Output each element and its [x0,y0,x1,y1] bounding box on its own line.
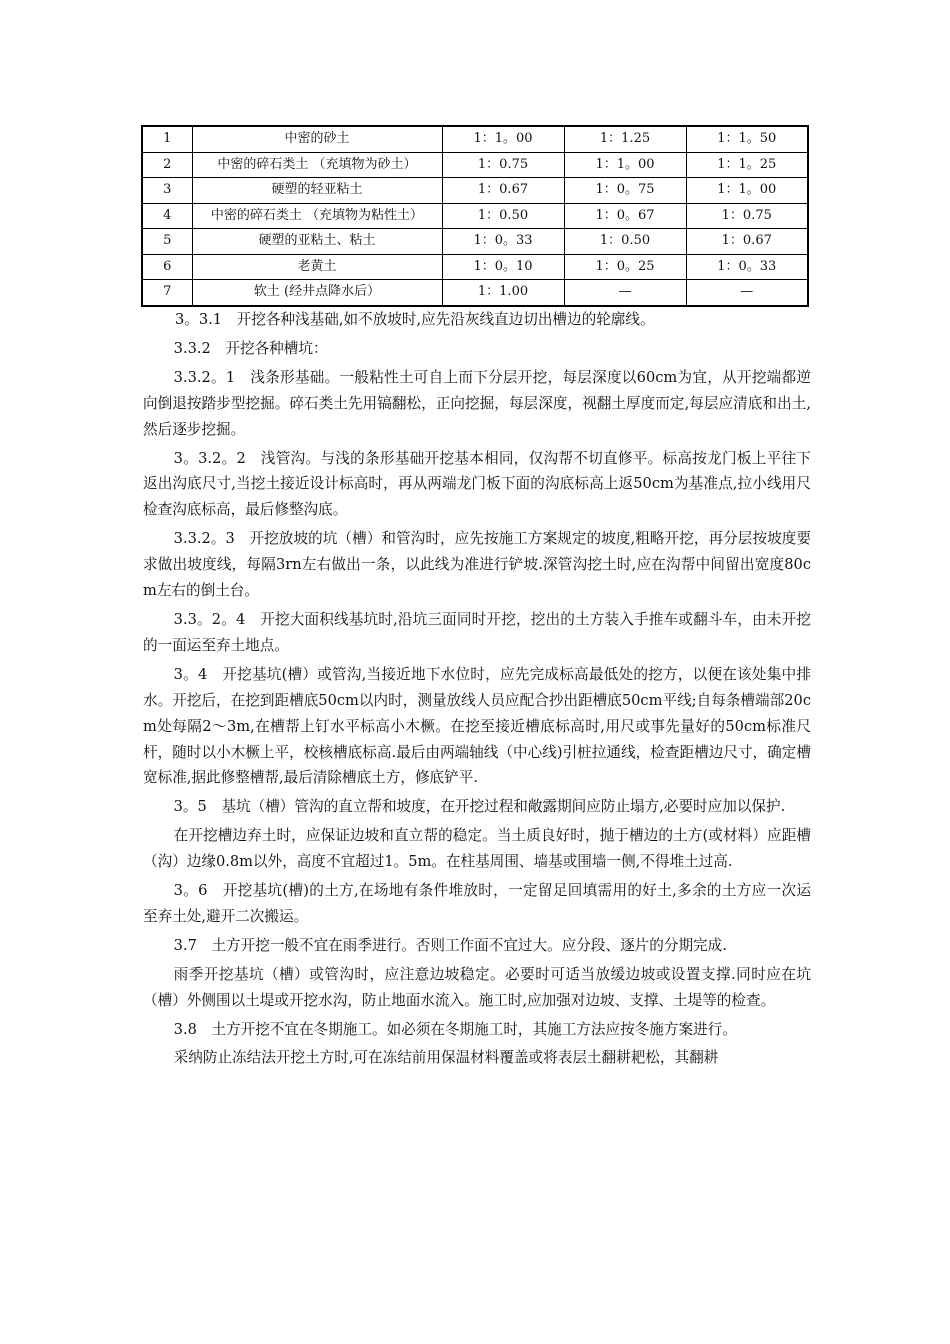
row-number: 4 [142,203,192,229]
slope-value: 1：0.50 [442,203,564,229]
slope-value: 1：1。50 [686,126,808,152]
paragraph-3-3-2: 3.3.2 开挖各种槽坑： [173,339,328,357]
slope-value: 1：0.67 [442,178,564,204]
slope-value: 1：0。75 [564,178,686,204]
table-row [142,280,808,306]
table-row [142,203,808,229]
soil-type: 硬塑的轻亚粘土 [192,178,442,204]
paragraph-3-7-note: 雨季开挖基坑（槽）或管沟时，应注意边坡稳定。必要时可适当放缓边坡或设置支撑.同时应在坑（槽）外侧围以土堤或开挖水沟，防止地面水流入。施工时,应加强对边坡、支撑、土堤等的检查。 [143,965,811,1009]
paragraph-3-3-2-2: 3。3.2。2 浅管沟。与浅的条形基础开挖基本相同，仅沟帮不切直修平。标高按龙门板上平往下返出沟底尺寸,当挖土接近设计标高时，再从两端龙门板下面的沟底标高上返50cm为基准点,拉小线用尺检查沟底标高，最后修整沟底。 [143,449,811,519]
paragraph-3-3-2-3: 3.3.2。3 开挖放坡的坑（槽）和管沟时，应先按施工方案规定的坡度,粗略开挖，再分层按坡度要求做出坡度线，每隔3rn左右做出一条，以此线为准进行铲坡.深管沟挖土时,应在沟帮中间留出宽度80cm左右的倒土台。 [143,530,811,600]
soil-type: 中密的碎石类土 （充填物为粘性土） [192,203,442,229]
soil-type: 中密的碎石类土 （充填物为砂土） [192,152,442,178]
body-text [143,307,811,1071]
slope-value: 1：1。00 [564,152,686,178]
table-row [142,178,808,204]
slope-value: 1：0.75 [686,203,808,229]
slope-ratio-table [141,125,809,307]
slope-value: 1：0。10 [442,254,564,280]
slope-value: — [564,280,686,306]
slope-value: 1：0。33 [442,229,564,255]
table-row [142,229,808,255]
slope-value: 1：0.67 [686,229,808,255]
slope-value: 1：1.00 [442,280,564,306]
paragraph-3-3-2-1: 3.3.2。1 浅条形基础。一般粘性土可自上而下分层开挖，每层深度以60cm为宜，从开挖端都逆向倒退按踏步型挖掘。碎石类土先用镐翻松，正向挖掘，每层深度，视翻土厚度而定,每层应清底和出土,然后逐步挖掘。 [143,368,811,438]
paragraph-3-5: 3。5 基坑（槽）管沟的直立帮和坡度，在开挖过程和敞露期间应防止塌方,必要时应加以保护. [173,798,786,816]
row-number: 2 [142,152,192,178]
soil-type: 软土 (经井点降水后） [192,280,442,306]
paragraph-3-8: 3.8 土方开挖不宜在冬期施工。如必须在冬期施工时，其施工方法应按冬施方案进行。 [173,1020,737,1038]
table-row [142,126,808,152]
soil-type: 老黄土 [192,254,442,280]
slope-value: 1：0。25 [564,254,686,280]
paragraph-3-3-1: 3。3.1 开挖各种浅基础,如不放坡时,应先沿灰线直边切出槽边的轮廓线。 [175,311,655,328]
row-number: 3 [142,178,192,204]
paragraph-3-6: 3。6 开挖基坑(槽)的土方,在场地有条件堆放时，一定留足回填需用的好土,多余的土方应一次运至弃土处,避开二次搬运。 [143,882,811,925]
slope-value: 1：0。33 [686,254,808,280]
slope-value: 1：1。25 [686,152,808,178]
row-number: 6 [142,254,192,280]
slope-value: 1：0.50 [564,229,686,255]
paragraph-3-7: 3.7 土方开挖一般不宜在雨季进行。否则工作面不宜过大。应分段、逐片的分期完成. [173,936,727,954]
slope-value: — [686,280,808,306]
slope-value: 1：0。67 [564,203,686,229]
row-number: 1 [142,126,192,152]
table-row [142,254,808,280]
slope-value: 1：1。00 [442,126,564,152]
paragraph-3-3-2-4: 3.3。2。4 开挖大面积线基坑时,沿坑三面同时开挖，挖出的土方装入手推车或翻斗车，由未开挖的一面运至弃土地点。 [143,610,811,654]
soil-type: 中密的砂土 [192,126,442,152]
table-row [142,152,808,178]
paragraph-3-5-note: 在开挖槽边弃土时，应保证边坡和直立帮的稳定。当土质良好时，抛于槽边的土方(或材料）应距槽（沟）边缘0.8m以外，高度不宜超过1。5m。在柱基周围、墙基或围墙一侧,不得堆土过高. [143,827,811,871]
row-number: 5 [142,229,192,255]
soil-type: 硬塑的亚粘土、粘土 [192,229,442,255]
paragraph-3-4: 3。4 开挖基坑(槽）或管沟,当接近地下水位时，应先完成标高最低处的挖方，以便在该处集中排水。开挖后，在挖到距槽底50cm以内时，测量放线人员应配合抄出距槽底50cm平线;自每条槽端部20cm处每隔2～3m,在槽帮上钉水平标高小木橛。在挖至接近槽底标高时,用尺或事先量好的50cm标准尺杆，随时以小木橛上平，校核槽底标高.最后由两端轴线（中心线)引桩拉通线，检查距槽边尺寸，确定槽宽标准,据此修整槽帮,最后清除槽底土方，修底铲平. [143,665,811,787]
paragraph-3-8-note: 采纳防止冻结法开挖土方时,可在冻结前用保温材料覆盖或将表层土翻耕耙松，其翻耕 [173,1049,719,1067]
slope-value: 1：1。00 [686,178,808,204]
row-number: 7 [142,280,192,306]
slope-value: 1：1.25 [564,126,686,152]
slope-value: 1：0.75 [442,152,564,178]
